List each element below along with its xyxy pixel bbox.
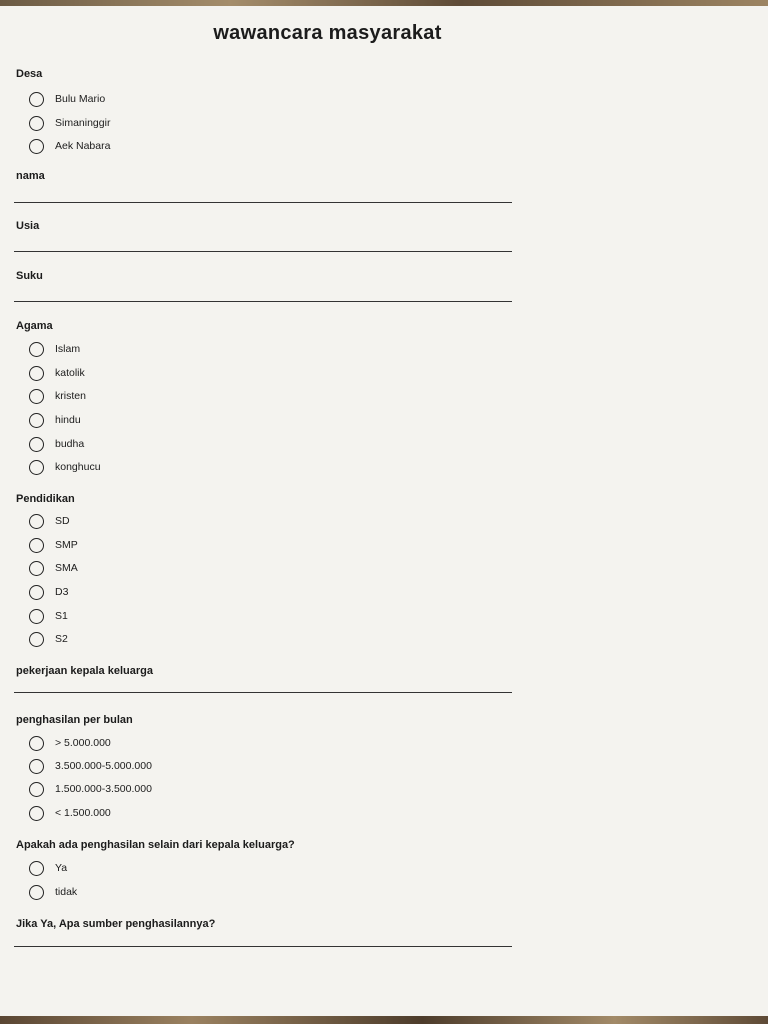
answer-line-nama[interactable] (14, 202, 512, 203)
option-desa-simaninggir[interactable] (29, 114, 110, 132)
option-label: Bulu Mario (55, 93, 106, 105)
radio-circle-icon[interactable] (29, 389, 44, 404)
option-penghasilan-2[interactable] (29, 757, 152, 775)
question-nama-label: nama (16, 170, 45, 182)
option-penghasilan-3[interactable] (29, 780, 152, 798)
question-penghasilan-label: penghasilan per bulan (16, 714, 133, 726)
option-label: tidak (55, 886, 78, 898)
option-label: SMA (55, 562, 78, 574)
option-label: 3.500.000-5.000.000 (55, 760, 152, 772)
radio-circle-icon[interactable] (29, 609, 44, 624)
option-agama-hindu[interactable] (29, 411, 81, 429)
radio-circle-icon[interactable] (29, 736, 44, 751)
radio-circle-icon[interactable] (29, 437, 44, 452)
option-label: katolik (55, 367, 85, 379)
radio-circle-icon[interactable] (29, 460, 44, 475)
option-label: D3 (55, 586, 69, 598)
radio-circle-icon[interactable] (29, 342, 44, 357)
option-agama-islam[interactable] (29, 340, 80, 358)
option-pendidikan-d3[interactable] (29, 583, 68, 601)
option-agama-budha[interactable] (29, 435, 84, 453)
radio-circle-icon[interactable] (29, 92, 44, 107)
radio-circle-icon[interactable] (29, 885, 44, 900)
option-penghasilan-1[interactable] (29, 734, 111, 752)
option-penghasilan-lain-tidak[interactable] (29, 883, 77, 901)
option-desa-aek-nabara[interactable] (29, 137, 110, 155)
paper-edge-bottom (0, 1016, 768, 1024)
answer-line-suku[interactable] (14, 301, 512, 302)
option-label: 1.500.000-3.500.000 (55, 783, 152, 795)
option-agama-konghucu[interactable] (29, 458, 101, 476)
option-label: hindu (55, 414, 81, 426)
option-label: S2 (55, 633, 68, 645)
form-title: wawancara masyarakat (213, 22, 442, 44)
option-label: > 5.000.000 (55, 737, 111, 749)
radio-circle-icon[interactable] (29, 366, 44, 381)
radio-circle-icon[interactable] (29, 782, 44, 797)
radio-circle-icon[interactable] (29, 116, 44, 131)
question-usia-label: Usia (16, 220, 40, 232)
option-pendidikan-smp[interactable] (29, 536, 78, 554)
answer-line-sumber[interactable] (14, 946, 512, 947)
option-label: kristen (55, 390, 86, 402)
option-agama-katolik[interactable] (29, 364, 85, 382)
option-label: Aek Nabara (55, 140, 111, 152)
option-label: Islam (55, 343, 81, 355)
option-penghasilan-4[interactable] (29, 804, 111, 822)
option-label: SMP (55, 539, 78, 551)
option-pendidikan-s1[interactable] (29, 607, 68, 625)
option-pendidikan-s2[interactable] (29, 630, 68, 648)
radio-circle-icon[interactable] (29, 759, 44, 774)
answer-line-usia[interactable] (14, 251, 512, 252)
radio-circle-icon[interactable] (29, 538, 44, 553)
radio-circle-icon[interactable] (29, 861, 44, 876)
answer-line-pekerjaan[interactable] (14, 692, 512, 693)
option-penghasilan-lain-ya[interactable] (29, 859, 67, 877)
option-pendidikan-sma[interactable] (29, 559, 78, 577)
option-desa-bulu-mario[interactable] (29, 90, 105, 108)
question-suku-label: Suku (16, 270, 43, 282)
option-pendidikan-sd[interactable] (29, 512, 70, 530)
option-label: konghucu (55, 461, 101, 473)
question-pekerjaan-label: pekerjaan kepala keluarga (16, 665, 153, 677)
question-sumber-label: Jika Ya, Apa sumber penghasilannya? (16, 918, 216, 930)
radio-circle-icon[interactable] (29, 514, 44, 529)
radio-circle-icon[interactable] (29, 632, 44, 647)
option-label: budha (55, 438, 85, 450)
radio-circle-icon[interactable] (29, 561, 44, 576)
option-label: < 1.500.000 (55, 807, 111, 819)
question-penghasilan-lain-label: Apakah ada penghasilan selain dari kepala keluarga? (16, 839, 295, 851)
question-agama-label: Agama (16, 320, 53, 332)
option-label: SD (55, 515, 70, 527)
radio-circle-icon[interactable] (29, 585, 44, 600)
option-label: Simaninggir (55, 117, 111, 129)
radio-circle-icon[interactable] (29, 806, 44, 821)
radio-circle-icon[interactable] (29, 413, 44, 428)
option-label: S1 (55, 610, 68, 622)
radio-circle-icon[interactable] (29, 139, 44, 154)
option-agama-kristen[interactable] (29, 387, 86, 405)
question-pendidikan-label: Pendidikan (16, 493, 75, 505)
question-desa-label: Desa (16, 68, 43, 80)
option-label: Ya (55, 862, 68, 874)
